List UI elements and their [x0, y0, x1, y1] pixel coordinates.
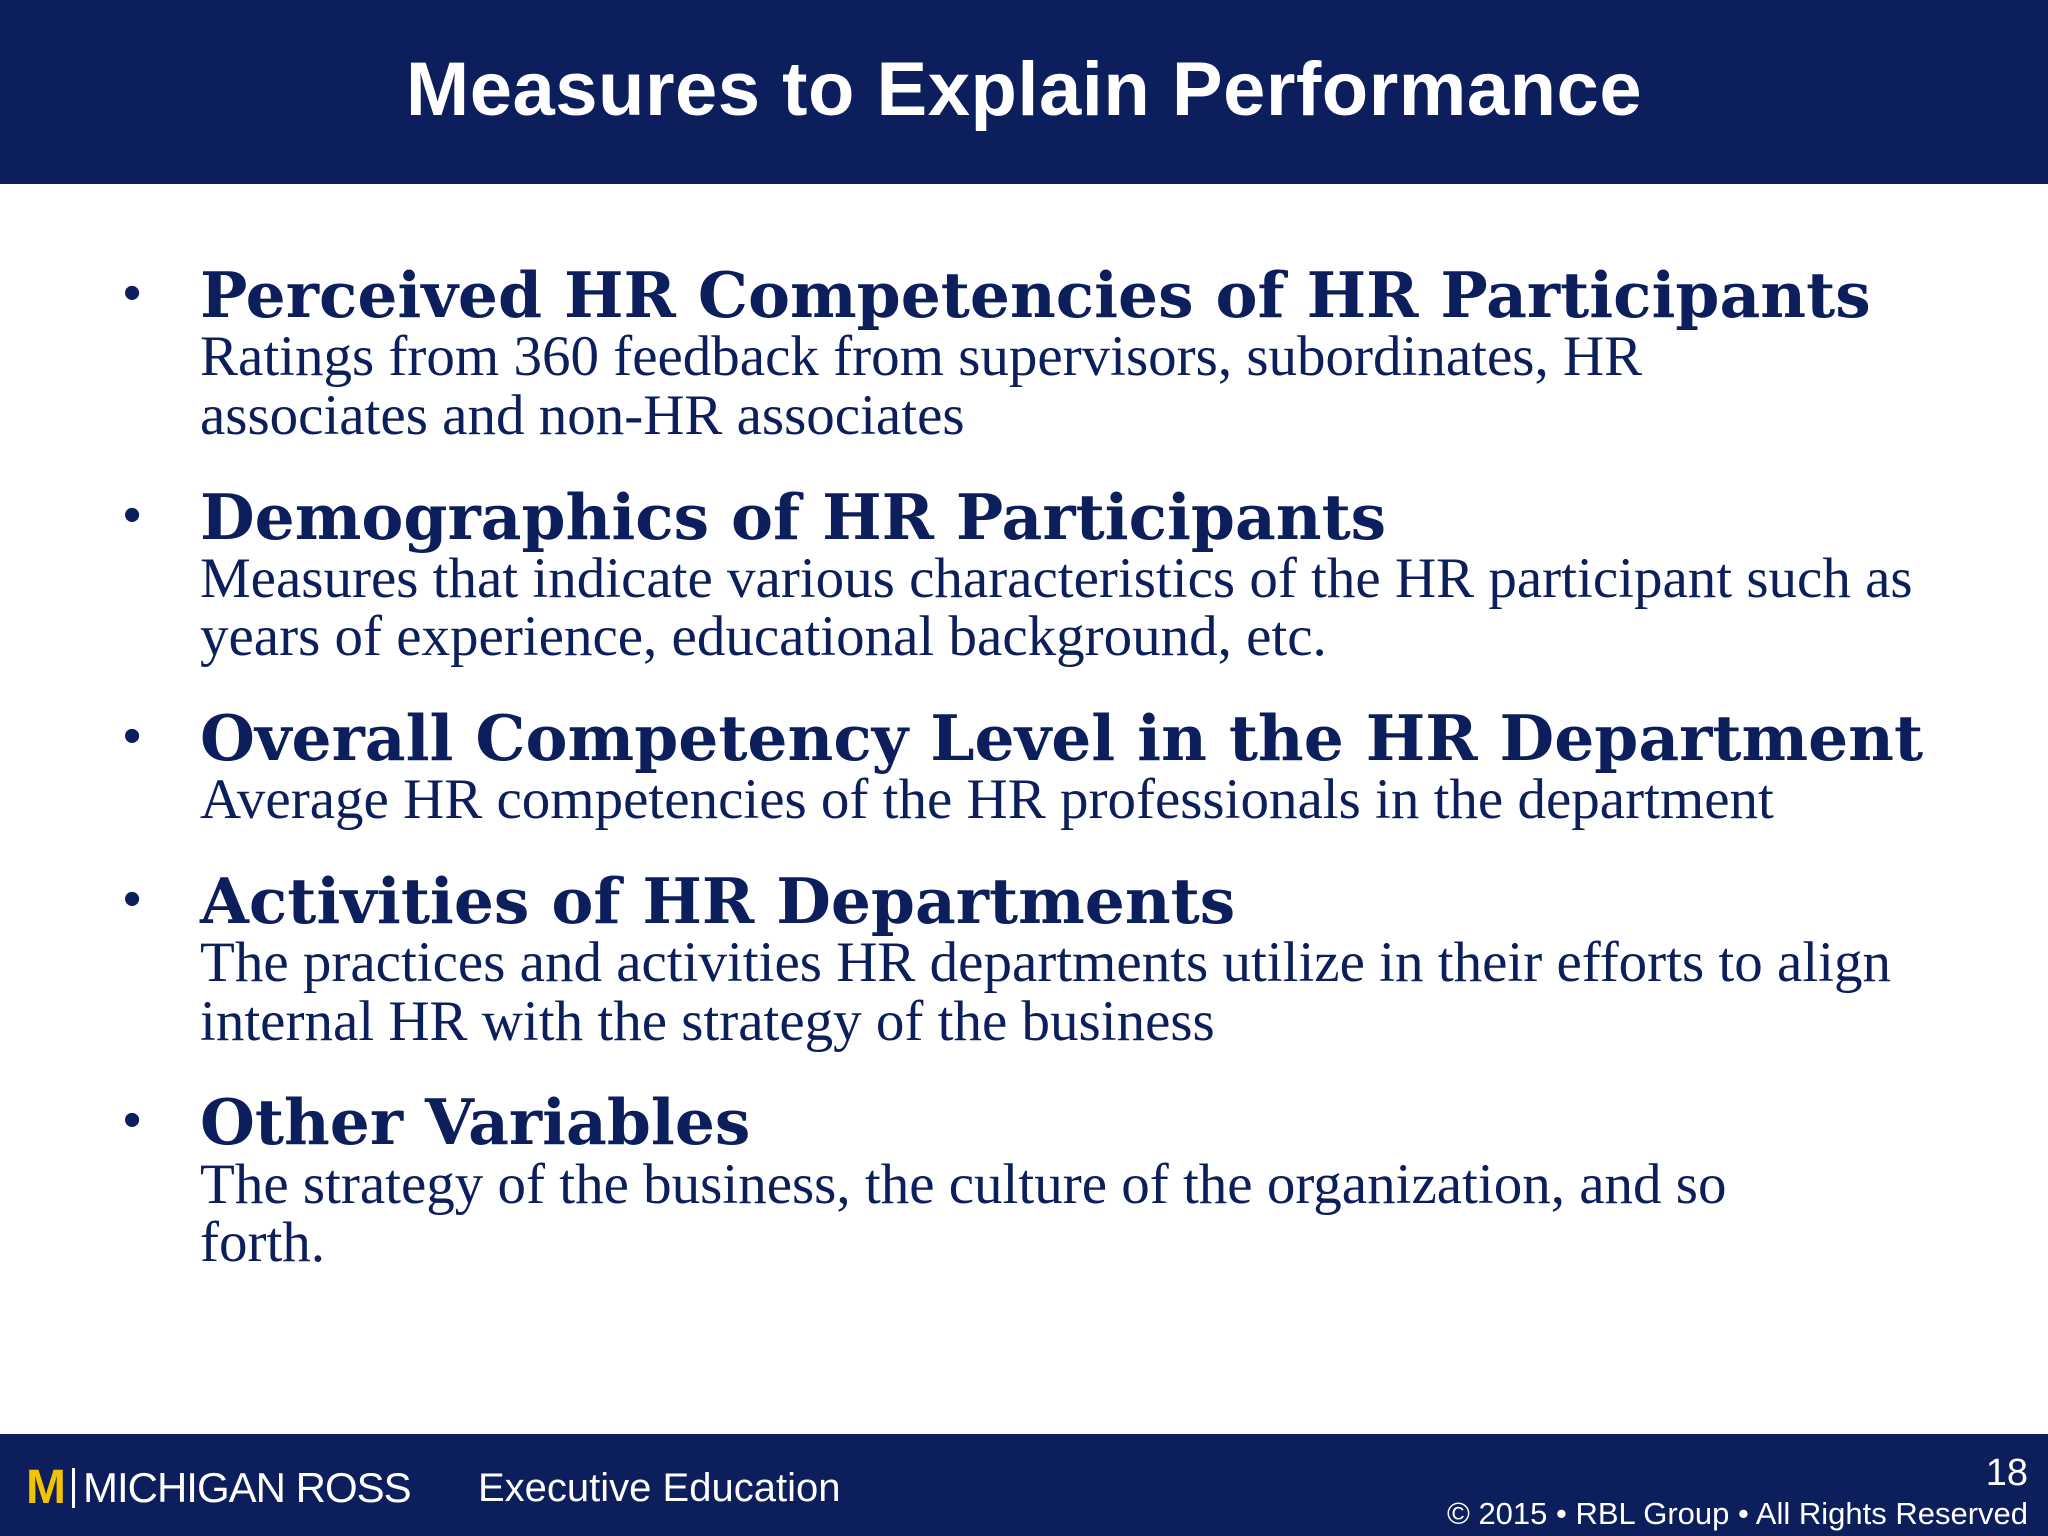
list-item: [0, 258, 2048, 447]
bullet-icon: •: [123, 707, 142, 766]
program-label: Executive Education: [478, 1466, 841, 1510]
item-heading: Demographics of HR Participants: [200, 479, 1387, 554]
item-description: The strategy of the business, the culture of the organization, and so forth.: [200, 1152, 1727, 1275]
logo-text: MICHIGAN ROSS: [82, 1464, 411, 1511]
item-description: Measures that indicate various characteristics of the HR participant such as years of experience, educational background, etc.: [200, 546, 1913, 669]
item-heading: Overall Competency Level in the HR Department: [200, 701, 1924, 776]
logo-divider: [72, 1468, 75, 1508]
bullet-list: [0, 258, 2048, 1311]
item-heading: Perceived HR Competencies of HR Participants: [200, 258, 1871, 332]
bullet-icon: •: [123, 1091, 142, 1150]
slide-title: Measures to Explain Performance: [405, 46, 1643, 132]
item-heading: Activities of HR Departments: [200, 863, 1236, 938]
list-item: [0, 479, 2048, 669]
page-number: 18: [1985, 1452, 2028, 1494]
item-description: Average HR competencies of the HR professionals in the department: [200, 768, 1774, 832]
slide-footer: [0, 1434, 2048, 1536]
list-item: [0, 701, 2048, 832]
bullet-icon: •: [123, 264, 142, 322]
item-description: The practices and activities HR departments utilize in their efforts to align internal HR with the strategy of the business: [200, 931, 1891, 1053]
michigan-ross-logo: [26, 1461, 411, 1514]
bullet-icon: •: [123, 485, 142, 544]
bullet-icon: •: [123, 869, 142, 928]
list-item: [0, 863, 2048, 1053]
list-item: [0, 1085, 2048, 1275]
block-m-icon: M: [26, 1461, 66, 1514]
slide-header: [0, 0, 2048, 184]
item-description: Ratings from 360 feedback from supervisors, subordinates, HR associates and non-HR associates: [200, 325, 1643, 447]
item-heading: Other Variables: [200, 1085, 751, 1160]
copyright-notice: © 2015 • RBL Group • All Rights Reserved: [1446, 1496, 2028, 1531]
